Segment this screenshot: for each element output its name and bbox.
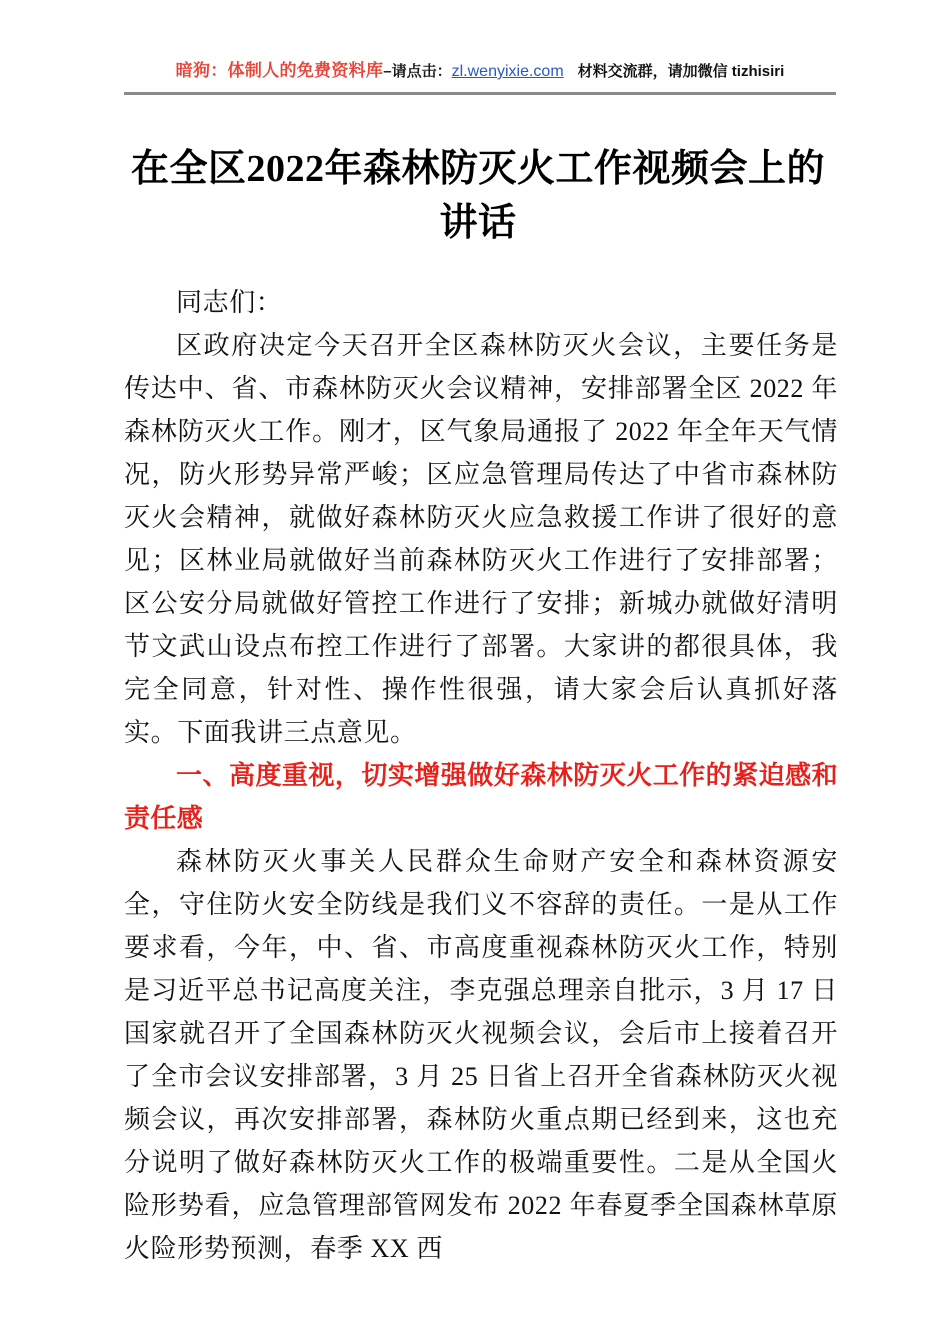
salutation-paragraph: 同志们： <box>176 288 283 317</box>
document-body <box>124 281 838 1270</box>
watermark-click-prompt: –请点击： <box>383 63 452 80</box>
section-heading-1: 一、高度重视，切实增强做好森林防灭火工作的紧迫感和责任感 <box>124 760 838 833</box>
watermark-site-link[interactable]: zl.wenyixie.com <box>451 63 564 80</box>
document-title: 在全区2022年森林防灭火工作视频会上的讲话 <box>130 148 825 244</box>
watermark-wechat-text: 材料交流群，请加微信 tizhisiri <box>577 63 785 80</box>
watermark-header <box>124 60 836 83</box>
body-paragraph-2: 森林防灭火事关人民群众生命财产安全和森林资源安全，守住防火安全防线是我们义不容辞的责任。一是从工作要求看，今年，中、省、市高度重视森林防灭火工作，特别是习近平总书记高度关注，李克强总理亲自批示，3 月 17 日国家就召开了全国森林防灭火视频会议，会后市上接着召开了全市会议安排部署，3 月 25 日省上召开全省森林防灭火视频会议，再次安排部署，森林防火重点期已经到来，这也充分说明了做好森林防灭火工作的极端重要性。二是从全国火险形势看，应急管理部管网发布 2022 年春夏季全国森林草原火险形势预测，春季 XX 西 <box>124 847 838 1263</box>
header-divider-rule <box>124 92 836 95</box>
body-paragraph-1: 区政府决定今天召开全区森林防灭火会议，主要任务是传达中、省、市森林防灭火会议精神，安排部署全区 2022 年森林防灭火工作。刚才，区气象局通报了 2022 年全年天气情况，防火形势异常严峻；区应急管理局传达了中省市森林防灭火会精神，就做好森林防灭火应急救援工作讲了很好的意见；区林业局就做好当前森林防灭火工作进行了安排部署；区公安分局就做好管控工作进行了安排；新城办就做好清明节文武山设点布控工作进行了部署。大家讲的都很具体，我完全同意，针对性、操作性很强，请大家会后认真抓好落实。下面我讲三点意见。 <box>124 331 838 747</box>
watermark-brand-text: 暗狗：体制人的免费资料库 <box>175 61 384 80</box>
